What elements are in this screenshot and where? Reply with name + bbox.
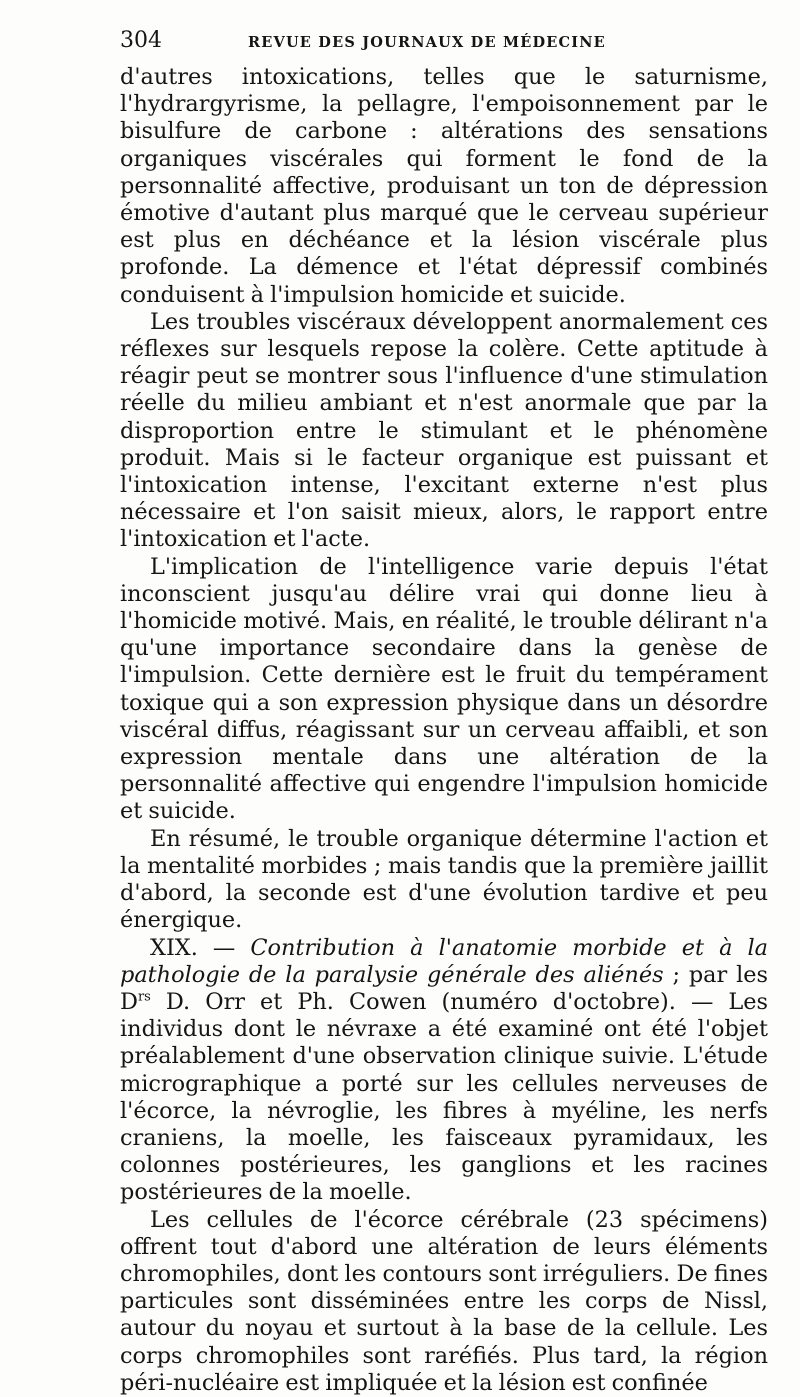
paragraph-5-text: D. Orr et Ph. Cowen (numéro d'octobre). — Les individus dont le névraxe a été examiné ont été l'objet préalablement d'une observation clinique suivie. L'étude micrographique a porté sur les cellules nerveuses de l'écorce, la névroglie, les fibres à myéline, les nerfs craniens, la moelle, les faisceaux pyramidaux, les colonnes postérieures, les ganglions et les racines postérieures de la moelle. (120, 988, 768, 1206)
authors-prefix: ; par les D (120, 961, 769, 1015)
doctors-superscript: rs (137, 989, 151, 1005)
article-title: Contribution à l'anatomie morbide et à la pathologie de la paralysie générale des aliénés (120, 934, 769, 988)
section-number: XIX. — (150, 934, 251, 961)
paragraph-3: L'implication de l'intelligence varie depuis l'état inconscient jusqu'au délire vrai qui donne lieu à l'homicide motivé. Mais, en réalité, le trouble délirant n'a qu'une importance secondaire dans la genèse de l'impulsion. Cette dernière est le fruit du tempérament toxique qui a son expression physique dans un désordre viscéral diffus, réagissant sur un cerveau affaibli, et son expression mentale dans une altération de la personnalité affective qui engendre l'impulsion homicide et suicide. (120, 553, 768, 825)
page (120, 28, 768, 1397)
running-head (120, 28, 768, 62)
running-title: REVUE DES JOURNAUX DE MÉDECINE (248, 34, 606, 51)
paragraph-5 (120, 935, 768, 1207)
paragraph-1: d'autres intoxications, telles que le saturnisme, l'hydrargyrisme, la pellagre, l'empoisonnement par le bisulfure de carbone : altérations des sensations organiques viscérales qui forment le fond de la personnalité affective, produisant un ton de dépression émotive d'autant plus marqué que le cerveau supérieur est plus en déchéance et la lésion viscérale plus profonde. La démence et l'état dépressif combinés conduisent à l'impulsion homicide et suicide. (120, 64, 768, 308)
page-number: 304 (120, 28, 162, 53)
paragraph-2: Les troubles viscéraux développent anormalement ces réflexes sur lesquels repose la colère. Cette aptitude à réagir peut se montrer sous l'influence d'une stimulation réelle du milieu ambiant et n'est anormale que par la disproportion entre le stimulant et le phénomène produit. Mais si le facteur organique est puissant et l'intoxication intense, l'excitant externe n'est plus nécessaire et l'on saisit mieux, alors, le rapport entre l'intoxication et l'acte. (120, 308, 768, 553)
paragraph-4: En résumé, le trouble organique détermine l'action et la mentalité morbides ; mais tandis que la première jaillit d'abord, la seconde est d'une évolution tardive et peu énergique. (120, 825, 768, 934)
body-text (120, 64, 768, 1397)
paragraph-6: Les cellules de l'écorce cérébrale (23 spécimens) offrent tout d'abord une altération de leurs éléments chromophiles, dont les contours sont irréguliers. De fines particules sont disséminées entre les corps de Nissl, autour du noyau et surtout à la base de la cellule. Les corps chromophiles sont raréfiés. Plus tard, la région péri-nucléaire est impliquée et la lésion est confinée (120, 1206, 768, 1396)
